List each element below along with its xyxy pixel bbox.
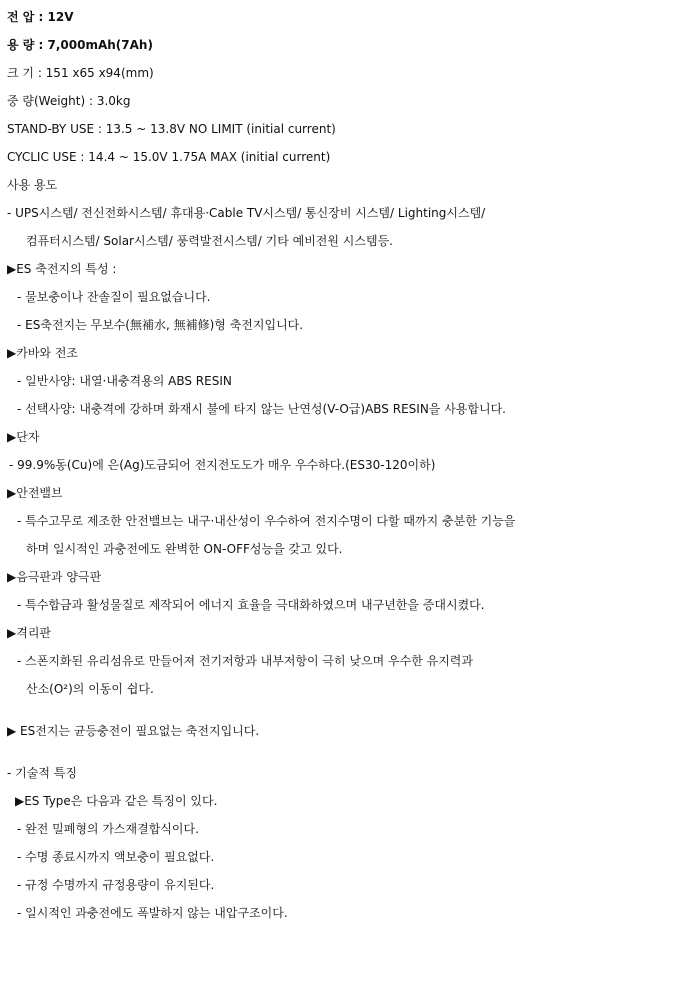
technical-item-1: - 완전 밀폐형의 가스재결합식이다.: [17, 822, 199, 836]
technical-item-4: - 일시적인 과충전에도 폭발하지 않는 내압구조이다.: [17, 906, 288, 920]
valve-item-1-continued: 하며 일시적인 과충전에도 완벽한 ON-OFF성능을 갖고 있다.: [26, 542, 343, 556]
spec-weight: 중 량(Weight) : 3.0kg: [7, 94, 131, 108]
plates-item-1: - 특수합금과 활성물질로 제작되어 에너지 효율을 극대화하였으며 내구년한을 증대시켰다.: [17, 598, 485, 612]
es-features-item-2: - ES축전지는 무보수(無補水, 無補修)형 축전지입니다.: [17, 318, 304, 332]
spec-cyclic-use: CYCLIC USE : 14.4 ~ 15.0V 1.75A MAX (initial current): [7, 150, 331, 164]
es-features-item-1: - 물보충이나 잔솔질이 필요없습니다.: [17, 290, 211, 304]
no-equalize-note: ▶ ES전지는 균등충전이 필요없는 축전지입니다.: [7, 724, 260, 738]
valve-heading: ▶안전밸브: [7, 486, 63, 500]
usage-line-2: 컴퓨터시스템/ Solar시스템/ 풍력발전시스템/ 기타 예비전원 시스템등.: [26, 234, 393, 248]
es-features-heading: ▶ES 축전지의 특성 :: [7, 262, 117, 276]
usage-heading: 사용 용도: [7, 178, 58, 192]
spec-standby-use: STAND-BY USE : 13.5 ~ 13.8V NO LIMIT (initial current): [7, 122, 336, 136]
usage-line-1: - UPS시스템/ 전신전화시스템/ 휴대용·Cable TV시스템/ 통신장비 시스템/ Lighting시스템/: [7, 206, 486, 220]
technical-item-2: - 수명 종료시까지 액보충이 필요없다.: [17, 850, 215, 864]
cover-heading: ▶카바와 전조: [7, 346, 79, 360]
separator-heading: ▶격리판: [7, 626, 52, 640]
valve-item-1: - 특수고무로 제조한 안전밸브는 내구·내산성이 우수하여 전지수명이 다할 때까지 충분한 기능을: [17, 514, 516, 528]
technical-item-3: - 규정 수명까지 규정용량이 유지된다.: [17, 878, 215, 892]
cover-item-2: - 선택사양: 내충격에 강하며 화재시 불에 타지 않는 난연성(V-O급)ABS RESIN을 사용합니다.: [17, 402, 506, 416]
separator-item-1: - 스폰지화된 유리섬유로 만들어져 전기저항과 내부저항이 극히 낮으며 우수한 유지력과: [17, 654, 473, 668]
spec-voltage: 전 압 : 12V: [7, 10, 74, 24]
separator-item-1-continued: 산소(O²)의 이동이 쉽다.: [26, 682, 154, 696]
terminal-heading: ▶단자: [7, 430, 40, 444]
cover-item-1: - 일반사양: 내열·내충격용의 ABS RESIN: [17, 374, 232, 388]
spec-size: 크 기 : 151 x65 x94(mm): [7, 66, 154, 80]
spec-capacity: 용 량 : 7,000mAh(7Ah): [7, 38, 153, 52]
technical-heading: - 기술적 특징: [7, 766, 77, 780]
technical-subheading: ▶ES Type은 다음과 같은 특징이 있다.: [15, 794, 218, 808]
plates-heading: ▶음극판과 양극판: [7, 570, 102, 584]
terminal-item-1: - 99.9%동(Cu)에 은(Ag)도금되어 전지전도도가 매우 우수하다.(ES30-120이하): [9, 458, 436, 472]
